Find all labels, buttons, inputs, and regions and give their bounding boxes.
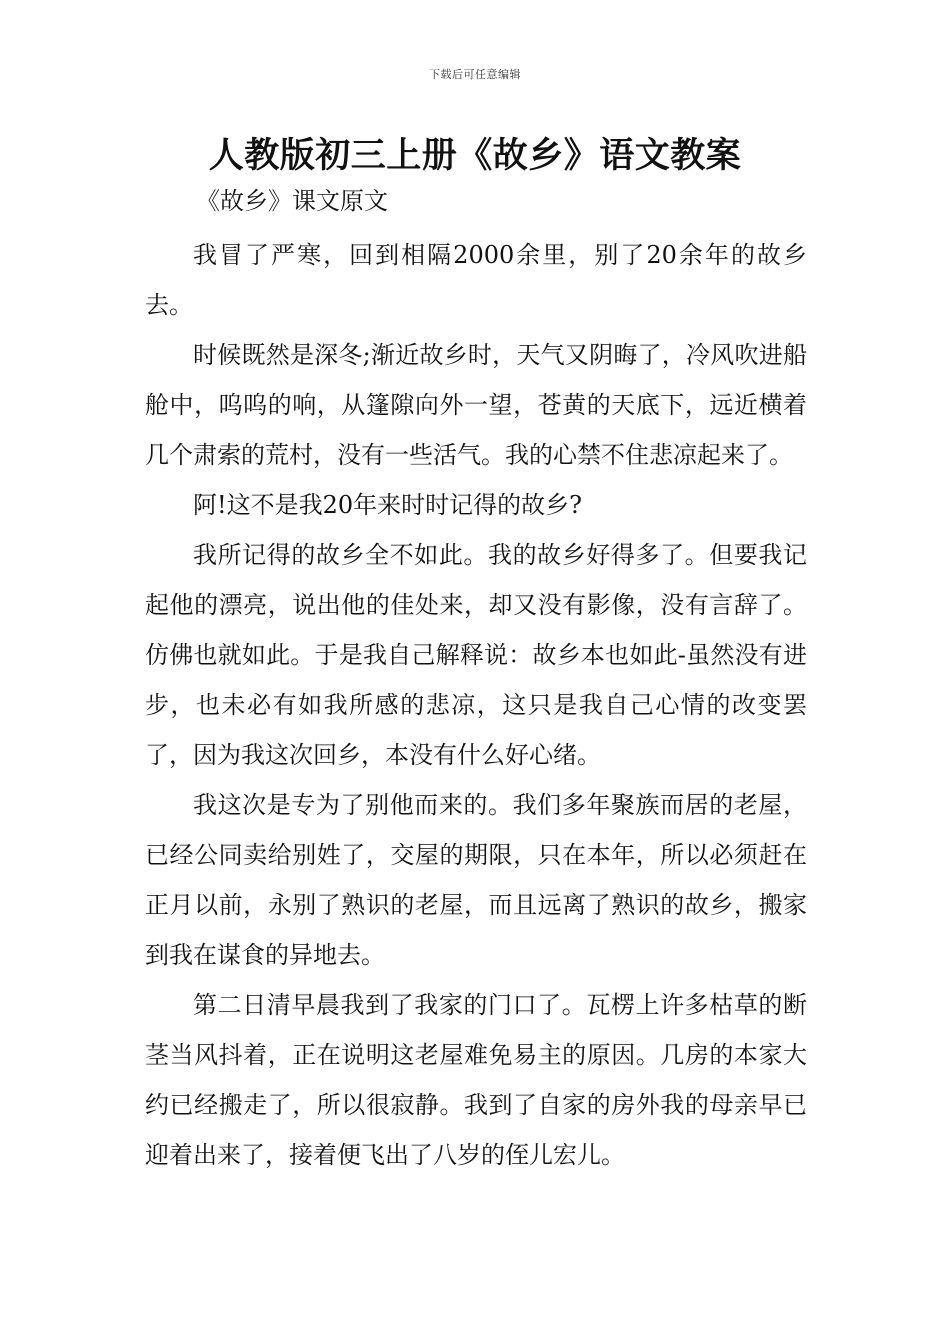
header-note: 下载后可任意编辑 <box>429 68 521 81</box>
paragraph: 我这次是专为了别他而来的。我们多年聚族而居的老屋，已经公同卖给别姓了，交屋的期限，只在本年，所以必须赶在正月以前，永别了熟识的老屋，而且远离了熟识的故乡，搬家到我在谋食的异地去。 <box>145 791 807 969</box>
paragraph: 我所记得的故乡全不如此。我的故乡好得多了。但要我记起他的漂亮，说出他的佳处来，却又没有影像，没有言辞了。仿佛也就如此。于是我自己解释说：故乡本也如此-虽然没有进步，也未必有如我所感的悲凉，这只是我自己心情的改变罢了，因为我这次回乡，本没有什么好心绪。 <box>145 541 807 769</box>
body-text <box>145 230 807 1180</box>
paragraph: 阿!这不是我20年来时时记得的故乡? <box>193 491 583 519</box>
paragraph: 第二日清早晨我到了我家的门口了。瓦楞上许多枯草的断茎当风抖着，正在说明这老屋难免易主的原因。几房的本家大约已经搬走了，所以很寂静。我到了自家的房外我的母亲早已迎着出来了，接着便飞出了八岁的侄儿宏儿。 <box>145 991 807 1169</box>
document-title: 人教版初三上册《故乡》语文教案 <box>208 136 742 176</box>
paragraph: 我冒了严寒，回到相隔2000余里，别了20余年的故乡去。 <box>145 241 807 319</box>
paragraph: 时候既然是深冬;渐近故乡时，天气又阴晦了，冷风吹进船舱中，呜呜的响，从篷隙向外一望，苍黄的天底下，远近横着几个肃索的荒村，没有一些活气。我的心禁不住悲凉起来了。 <box>145 341 807 469</box>
section-subtitle: 《故乡》课文原文 <box>196 187 388 215</box>
